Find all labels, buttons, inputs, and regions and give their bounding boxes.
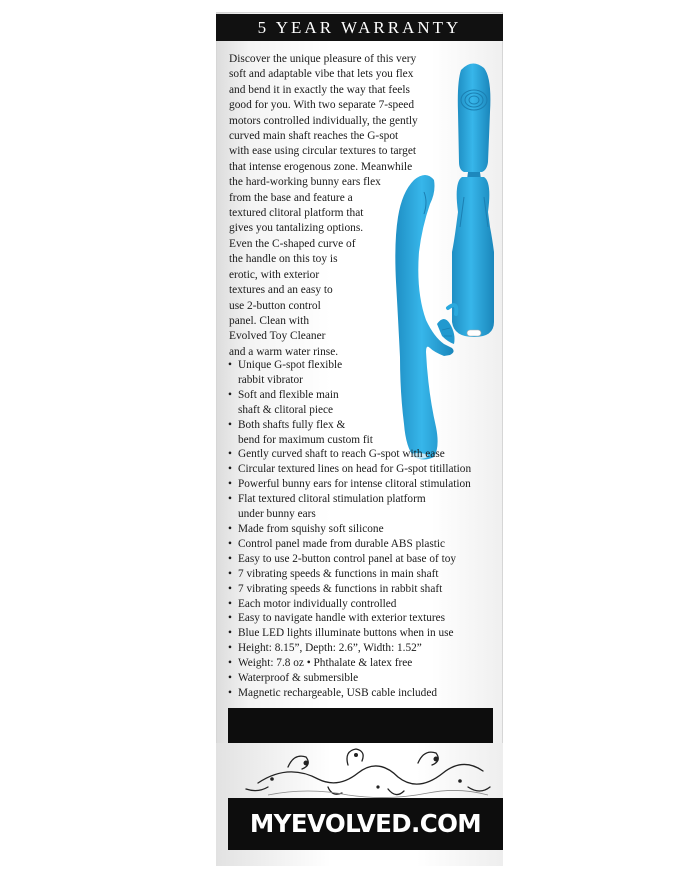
feature-text: • 7 vibrating speeds & functions in main shaft bbox=[238, 567, 439, 580]
feature-item bbox=[228, 388, 503, 418]
feature-item bbox=[228, 447, 503, 462]
feature-text: • Flat textured clitoral stimulation platform bbox=[238, 493, 426, 506]
feature-item bbox=[228, 522, 503, 537]
description-line: with ease using circular textures to target bbox=[229, 145, 417, 158]
description-line: from the base and feature a bbox=[229, 191, 353, 204]
description-line: motors controlled individually, the gently bbox=[229, 114, 418, 127]
description-line: gives you tantalizing options. bbox=[229, 222, 364, 235]
warranty-banner: 5 YEAR WARRANTY bbox=[216, 14, 503, 41]
feature-text: • Blue LED lights illuminate buttons when in use bbox=[238, 627, 454, 640]
feature-item bbox=[228, 462, 503, 477]
feature-item bbox=[228, 626, 503, 641]
description-line: curved main shaft reaches the G-spot bbox=[229, 130, 399, 143]
description-line: erotic, with exterior bbox=[229, 268, 320, 281]
feature-item bbox=[228, 492, 503, 522]
description-line: panel. Clean with bbox=[229, 314, 310, 327]
feature-item bbox=[228, 656, 503, 671]
description-line: Evolved Toy Cleaner bbox=[229, 330, 326, 343]
feature-item bbox=[228, 358, 503, 388]
feature-text: • Easy to use 2-button control panel at base of toy bbox=[238, 552, 457, 565]
feature-text: rabbit vibrator bbox=[238, 373, 303, 386]
feature-text: under bunny ears bbox=[238, 508, 316, 521]
feature-item bbox=[228, 582, 503, 597]
feature-text: • Circular textured lines on head for G-spot titillation bbox=[238, 463, 472, 476]
feature-item bbox=[228, 537, 503, 552]
feature-item bbox=[228, 418, 503, 448]
website-banner: MYEVOLVED.COM bbox=[228, 798, 503, 850]
feature-text: • Soft and flexible main bbox=[238, 388, 339, 401]
decorative-swirl-ornament bbox=[228, 743, 503, 801]
description-line: Discover the unique pleasure of this very bbox=[229, 53, 417, 65]
feature-text: • Weight: 7.8 oz • Phthalate & latex free bbox=[238, 657, 413, 670]
description-line: the hard-working bunny ears flex bbox=[229, 176, 381, 189]
description-line: textured clitoral platform that bbox=[229, 207, 364, 220]
description-line: Even the C-shaped curve of bbox=[229, 237, 356, 250]
black-divider-band bbox=[228, 708, 493, 743]
description-line: and a warm water rinse. bbox=[229, 345, 339, 358]
feature-text: • Made from squishy soft silicone bbox=[238, 522, 384, 535]
description-line: use 2-button control bbox=[229, 299, 321, 312]
feature-text: • Height: 8.15”, Depth: 2.6”, Width: 1.52” bbox=[238, 642, 422, 655]
description-line: and bend it in exactly the way that feels bbox=[229, 83, 410, 96]
feature-item bbox=[228, 597, 503, 612]
product-description bbox=[229, 52, 474, 360]
feature-text: bend for maximum custom fit bbox=[238, 433, 373, 446]
feature-item bbox=[228, 567, 503, 582]
product-box-back-panel bbox=[216, 12, 503, 866]
feature-text: shaft & clitoral piece bbox=[238, 403, 334, 416]
feature-item bbox=[228, 477, 503, 492]
feature-text: • Easy to navigate handle with exterior textures bbox=[238, 612, 446, 625]
feature-text: • Powerful bunny ears for intense clitoral stimulation bbox=[238, 478, 471, 491]
feature-text: • Control panel made from durable ABS plastic bbox=[238, 537, 446, 550]
feature-item bbox=[228, 641, 503, 656]
description-line: the handle on this toy is bbox=[229, 253, 338, 266]
feature-text: • Each motor individually controlled bbox=[238, 597, 397, 610]
description-line: soft and adaptable vibe that lets you flex bbox=[229, 68, 414, 81]
feature-text: • Both shafts fully flex & bbox=[238, 418, 346, 431]
feature-item bbox=[228, 552, 503, 567]
feature-text: • Magnetic rechargeable, USB cable included bbox=[238, 686, 437, 699]
feature-text: • 7 vibrating speeds & functions in rabbit shaft bbox=[238, 582, 443, 595]
description-line: good for you. With two separate 7-speed bbox=[229, 99, 415, 112]
feature-text: • Waterproof & submersible bbox=[238, 672, 359, 685]
feature-item bbox=[228, 686, 503, 701]
description-line: that intense erogenous zone. Meanwhile bbox=[229, 160, 413, 173]
feature-item bbox=[228, 611, 503, 626]
feature-item bbox=[228, 671, 503, 686]
description-line: textures and an easy to bbox=[229, 284, 333, 297]
feature-text: • Unique G-spot flexible bbox=[238, 359, 343, 371]
feature-text: • Gently curved shaft to reach G-spot with ease bbox=[238, 448, 445, 461]
feature-list bbox=[228, 358, 503, 701]
